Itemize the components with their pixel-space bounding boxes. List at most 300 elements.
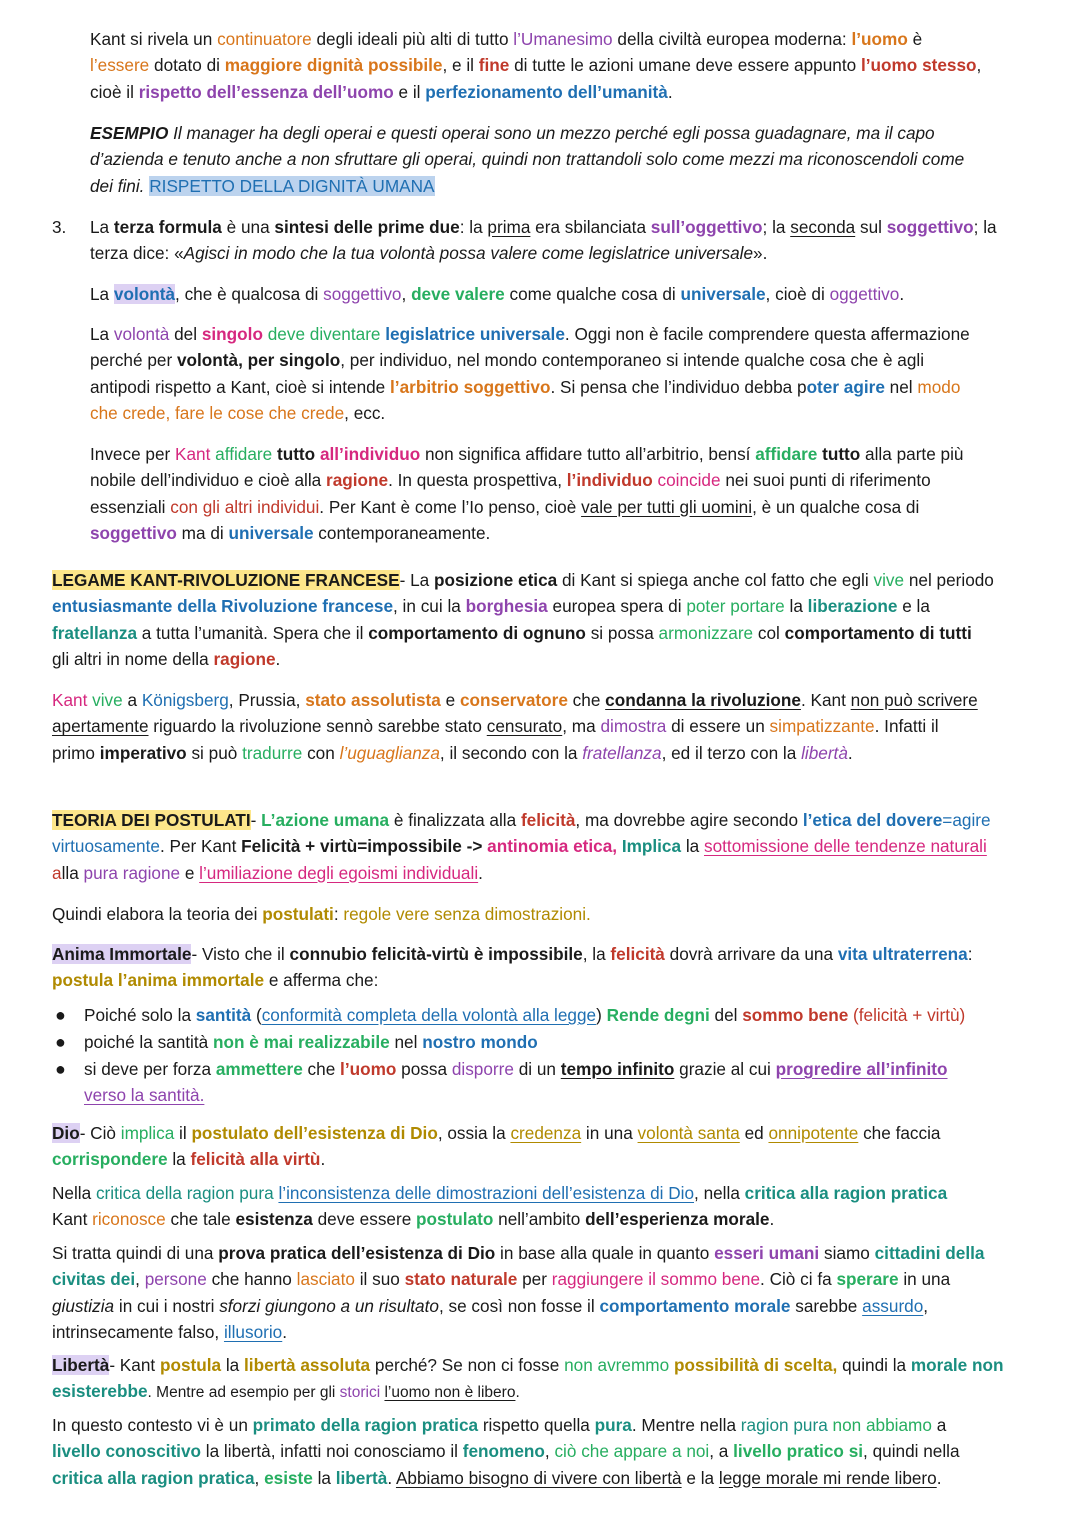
text: livello pratico si — [733, 1441, 864, 1462]
text: di essere un — [666, 716, 770, 737]
text: nel periodo — [904, 570, 994, 590]
text: assurdo — [862, 1295, 924, 1316]
text: la — [312, 1467, 336, 1488]
text: dell’esperienza morale — [585, 1209, 770, 1230]
text: L’azione umana — [261, 810, 390, 830]
text: sintesi delle prime due — [274, 217, 460, 237]
text: all’individuo — [319, 444, 421, 464]
text: nei suoi punti di riferimento — [720, 470, 931, 491]
paragraph-singolo — [90, 321, 1040, 426]
text: : la — [459, 217, 488, 237]
text: pura — [594, 1415, 632, 1435]
text: felicità — [610, 944, 665, 964]
text: del — [709, 1005, 743, 1025]
text: coincide — [657, 470, 721, 491]
text: libertà assoluta — [244, 1355, 371, 1375]
text: . — [847, 742, 853, 763]
paragraph-critica — [52, 1180, 1042, 1233]
text: . — [275, 648, 281, 669]
text: nostro mondo — [422, 1032, 538, 1052]
text: livello conoscitivo — [52, 1441, 201, 1462]
text: postula l’anima immortale — [52, 970, 265, 991]
text: Il manager ha degli operai e questi operai sono un mezzo perché egli possa guadagnare, ma il capo — [168, 123, 935, 143]
text: l’Umanesimo — [513, 29, 613, 49]
text: critica alla ragion pratica — [52, 1467, 255, 1488]
text: deve essere — [312, 1209, 417, 1230]
text: , — [923, 1295, 929, 1316]
text: antipodi rispetto a Kant, cioè si intende — [90, 376, 391, 397]
text: con gli altri individui — [170, 496, 320, 517]
text: felicità alla virtù — [190, 1149, 321, 1170]
text: d’azienda e tenuto anche a non sfruttare gli operai, quindi non trattandoli solo come mezzi ma riconoscendoli come — [90, 149, 965, 170]
text: apertamente — [52, 716, 149, 737]
text: borghesia — [465, 596, 548, 617]
text: libertà — [335, 1467, 388, 1488]
text: . Mentre ad esempio per gli — [147, 1384, 340, 1402]
text: . Kant — [800, 690, 851, 710]
section-heading: Dio — [52, 1123, 80, 1143]
text: ». — [753, 243, 768, 264]
text: ammettere — [215, 1059, 303, 1079]
text: ragione — [213, 648, 276, 669]
text: è finalizzata alla — [389, 810, 521, 830]
text: l’individuo — [566, 470, 653, 491]
text: sarebbe — [790, 1295, 863, 1316]
text: - Visto che il — [191, 944, 290, 964]
text: degli ideali più alti di tutto — [311, 29, 514, 49]
text: terza formula — [113, 217, 222, 237]
example-label: ESEMPIO — [90, 123, 169, 143]
text: Kant — [175, 444, 211, 464]
bullet-icon: ● — [55, 1005, 66, 1025]
text: vive — [873, 570, 905, 590]
text: e — [180, 862, 200, 883]
text: modo — [917, 376, 961, 397]
text: posizione etica — [433, 570, 558, 590]
text: storici — [339, 1384, 381, 1402]
text: , per individuo, nel mondo contemporaneo si intende qualche cosa che è agli — [340, 350, 925, 371]
text: , — [544, 1441, 555, 1462]
text: , e il — [442, 55, 479, 76]
text: , — [976, 55, 982, 76]
text: sul — [855, 217, 887, 237]
text: . — [478, 862, 483, 883]
text: critica alla ragion pratica — [744, 1183, 948, 1203]
text: la libertà, infatti noi conosciamo il — [201, 1441, 463, 1462]
text: universale — [228, 522, 314, 543]
text: stato assolutista — [305, 690, 441, 710]
text: ciò che appare a noi — [554, 1441, 710, 1462]
text: continuatore — [217, 29, 312, 49]
text: critica della ragion pura — [95, 1183, 274, 1203]
text: riconosce — [92, 1209, 166, 1230]
text: perché per — [90, 350, 177, 371]
text: prima — [487, 217, 531, 237]
paragraph-prova-pratica — [52, 1240, 1042, 1345]
text: implica — [120, 1123, 175, 1143]
text: , è un qualche cosa di — [752, 496, 920, 517]
text: . — [769, 1209, 775, 1230]
text: giustizia — [52, 1295, 115, 1316]
text: rispetto quella — [478, 1415, 595, 1435]
text: poter portare — [686, 596, 785, 617]
text: possa — [396, 1059, 452, 1079]
text: tutto — [822, 444, 861, 464]
text: nell’ambito — [493, 1209, 586, 1230]
text: . Per Kant — [159, 836, 242, 857]
text: disporre — [451, 1059, 514, 1079]
text: che — [567, 690, 606, 710]
text: , ma — [562, 716, 601, 737]
text: grazie al cui — [674, 1059, 776, 1079]
text: antinomia etica, — [487, 836, 618, 857]
text: ragion pura — [740, 1415, 828, 1435]
bullet-icon: ● — [55, 1032, 66, 1052]
text: dotato di — [149, 55, 225, 76]
text: fine — [478, 55, 510, 76]
text: in una — [898, 1269, 951, 1290]
text: Quindi elabora la teoria dei — [52, 904, 263, 924]
paragraph-esempio — [90, 120, 1040, 199]
text: tutto — [276, 444, 316, 464]
section-heading: TEORIA DEI POSTULATI — [52, 810, 251, 830]
text: soggettivo — [90, 522, 177, 543]
paragraph-rivoluzione — [52, 567, 1042, 672]
text: non avremmo — [564, 1355, 670, 1375]
text: , a — [709, 1441, 734, 1462]
text: non è mai realizzabile — [213, 1032, 390, 1052]
section-heading: LEGAME KANT-RIVOLUZIONE FRANCESE — [52, 570, 400, 590]
text: di un — [513, 1059, 561, 1079]
text: (felicità + virtù) — [853, 1005, 966, 1025]
text: oter agire — [806, 376, 885, 397]
text: sforzi giungono a un risultato — [219, 1295, 439, 1316]
text: volontà, per singolo — [176, 350, 341, 371]
text: Kant si rivela un — [90, 29, 218, 49]
text: l’essere — [90, 55, 150, 76]
text: simpatizzante — [769, 716, 875, 737]
text: di Kant si spiega anche col fatto che egli — [557, 570, 874, 590]
text: verso la santità. — [84, 1085, 205, 1106]
text: . In questa prospettiva, — [388, 470, 567, 491]
text: La — [90, 217, 114, 237]
text: . — [387, 1467, 396, 1488]
text: era sbilanciata — [530, 217, 651, 237]
paragraph-invece — [90, 441, 1040, 546]
text: soggettivo — [323, 284, 402, 304]
text: Kant — [52, 690, 88, 710]
text: cioè il — [90, 81, 139, 102]
text: primo — [52, 742, 100, 763]
text: e la — [897, 596, 930, 617]
text: europea spera di — [547, 596, 687, 617]
text: legge morale mi rende libero — [718, 1467, 937, 1488]
text: come qualche cosa di — [504, 284, 681, 304]
section-heading: Anima Immortale — [52, 944, 192, 964]
text: è — [907, 29, 923, 49]
text: della civiltà europea moderna: — [612, 29, 852, 49]
text: credenza — [510, 1123, 582, 1143]
text: la — [681, 836, 704, 857]
text: La — [90, 324, 114, 344]
text: col — [753, 622, 785, 643]
text: vita ultraterrena — [837, 944, 968, 964]
text: non abbiamo — [832, 1415, 932, 1435]
paragraph-postulati — [52, 807, 1042, 886]
text: , che è qualcosa di — [175, 284, 324, 304]
text: postulati — [262, 904, 334, 924]
text: Si tratta quindi di una — [52, 1243, 219, 1263]
text: . — [899, 284, 905, 304]
text: l’uomo stesso — [860, 55, 977, 76]
text: gli altri in nome della — [52, 648, 214, 669]
text: terza dice: « — [90, 243, 184, 264]
text: armonizzare — [658, 622, 754, 643]
text: stato naturale — [404, 1269, 518, 1290]
text: che — [302, 1059, 341, 1079]
text: l’uguaglianza — [339, 742, 440, 763]
list-item — [84, 1056, 1044, 1109]
text: volontà — [113, 324, 170, 344]
bullet-icon: ● — [55, 1059, 66, 1079]
text: l’uomo — [851, 29, 908, 49]
paragraph-terza-formula — [90, 214, 1040, 267]
text: cittadini della — [874, 1243, 985, 1263]
text: . Si pensa che l’individuo debba p — [550, 376, 807, 397]
text: liberazione — [807, 596, 898, 617]
text: tradurre — [242, 742, 303, 763]
text: santità — [195, 1005, 252, 1025]
text: e afferma che: — [264, 970, 379, 991]
text: postula — [159, 1355, 222, 1375]
text: civitas dei — [52, 1269, 136, 1290]
text: esiste — [264, 1467, 313, 1488]
text: illusorio — [223, 1321, 283, 1342]
text: intrinsecamente falso, — [52, 1321, 224, 1342]
text: Implica — [621, 836, 682, 857]
text: a tutta l’umanità. Spera che il — [137, 622, 369, 643]
text: il — [174, 1123, 192, 1143]
text: , cioè di — [765, 284, 830, 304]
text: l’umiliazione degli egoismi individuali — [199, 862, 479, 883]
text: prova pratica dell’esistenza di Dio — [218, 1243, 496, 1263]
text: si possa — [585, 622, 659, 643]
text: . Infatti il — [874, 716, 939, 737]
text: postulato dell’esistenza di Dio — [191, 1123, 438, 1143]
text: esistenza — [235, 1209, 313, 1230]
text: , se così non fosse il — [438, 1295, 600, 1316]
text: Poiché solo la — [84, 1005, 196, 1025]
text: volontà santa — [637, 1123, 740, 1143]
text: connubio felicità-virtù è impossibile — [289, 944, 583, 964]
text: con — [302, 742, 340, 763]
text: : — [333, 904, 344, 924]
text: conservatore — [459, 690, 568, 710]
text: . Oggi non è facile comprendere questa affermazione — [564, 324, 970, 344]
text: . — [282, 1321, 288, 1342]
section-heading: Libertà — [52, 1355, 110, 1375]
text: esisterebbe — [52, 1381, 148, 1402]
text: - — [250, 810, 262, 830]
text: e la — [681, 1467, 719, 1488]
text: ) — [596, 1005, 607, 1025]
list-number: 3. — [52, 217, 67, 237]
text: soggettivo — [886, 217, 974, 237]
text: e il — [393, 81, 426, 102]
list-item — [84, 1002, 1044, 1028]
text: quindi la — [837, 1355, 911, 1375]
text: La — [90, 284, 114, 304]
text: - Ciò — [79, 1123, 121, 1143]
text: lla — [61, 862, 84, 883]
text: l’uomo non è libero — [384, 1384, 516, 1402]
paragraph-anima — [52, 941, 1042, 994]
text: in base alla quale in quanto — [495, 1243, 715, 1263]
text: fenomeno — [462, 1441, 545, 1462]
text: - La — [399, 570, 434, 590]
text: che faccia — [858, 1123, 941, 1143]
text: non può scrivere — [850, 690, 978, 710]
text: , in cui la — [393, 596, 466, 617]
text: pura ragione — [83, 862, 181, 883]
text: Kant — [52, 1209, 93, 1230]
text: raggiungere il sommo bene — [551, 1269, 761, 1290]
text: Invece per — [90, 444, 176, 464]
text: , — [401, 284, 412, 304]
text: progredire all’infinito — [775, 1059, 948, 1079]
text: la — [167, 1149, 191, 1170]
paragraph-quindi — [52, 901, 1042, 927]
text: lasciato — [296, 1269, 355, 1290]
text: censurato — [486, 716, 563, 737]
paragraph-liberta — [52, 1352, 1042, 1407]
text: che crede, fare le cose che crede — [90, 402, 345, 423]
text: In questo contesto vi è un — [52, 1415, 253, 1435]
text: di tutte le azioni umane deve essere appunto — [509, 55, 861, 76]
text: affidare — [215, 444, 273, 464]
text: dovrà arrivare da una — [664, 944, 838, 964]
text: singolo — [201, 324, 263, 344]
text: riguardo la rivoluzione sennò sarebbe stato — [148, 716, 487, 737]
text: morale non — [910, 1355, 1004, 1375]
text: dei fini. — [90, 175, 145, 196]
text: , — [254, 1467, 265, 1488]
text: . Per Kant è come l’Io penso, cioè — [319, 496, 582, 517]
text: non significa affidare tutto all’arbitrio, bensí — [420, 444, 756, 464]
text: . Ciò ci fa — [760, 1269, 837, 1290]
text: esseri umani — [714, 1243, 820, 1263]
text: perché? Se non ci fosse — [370, 1355, 565, 1375]
text: . — [320, 1149, 326, 1170]
text: ; la — [973, 217, 997, 237]
text: perfezionamento dell’umanità — [425, 81, 668, 102]
text: onnipotente — [768, 1123, 859, 1143]
text: la — [784, 596, 808, 617]
text: entusiasmante della Rivoluzione francese — [52, 596, 393, 617]
text: Abbiamo bisogno di vivere con libertà — [395, 1467, 682, 1488]
text: alla parte più — [860, 444, 964, 464]
text: comportamento di ognuno — [368, 622, 586, 643]
text: ed — [739, 1123, 769, 1143]
text: sommo bene — [742, 1005, 849, 1025]
text: regole vere senza dimostrazioni. — [343, 904, 591, 924]
text: possibilità di scelta, — [673, 1355, 838, 1375]
text: postulato — [416, 1209, 494, 1230]
text: , il secondo con la — [439, 742, 583, 763]
text: a — [931, 1415, 947, 1435]
text: del — [169, 324, 202, 344]
text: che hanno — [206, 1269, 297, 1290]
text: che tale — [165, 1209, 236, 1230]
text: Königsberg — [141, 690, 229, 710]
text: : — [967, 944, 973, 964]
text: comportamento morale — [599, 1295, 791, 1316]
text: deve diventare — [267, 324, 381, 344]
text: libertà — [801, 742, 848, 763]
text: Felicità + virtù=impossibile -> — [241, 836, 483, 857]
text: si deve per forza — [84, 1059, 216, 1079]
text: poiché la santità — [84, 1032, 213, 1052]
text: , la — [582, 944, 611, 964]
text: dimostra — [600, 716, 667, 737]
text: sull’oggettivo — [650, 217, 763, 237]
text: siamo — [819, 1243, 875, 1263]
highlight: RISPETTO DELLA DIGNITÀ UMANA — [149, 175, 435, 196]
paragraph-volonta — [90, 281, 1040, 307]
text: ; la — [762, 217, 791, 237]
text: persone — [144, 1269, 207, 1290]
text: l’inconsistenza delle dimostrazioni dell’esistenza di Dio — [278, 1183, 695, 1203]
text: felicità — [520, 810, 576, 830]
text: , Prussia, — [228, 690, 306, 710]
text: maggiore dignità possibile — [224, 55, 443, 76]
text: ( — [251, 1005, 262, 1025]
text: legislatrice universale — [385, 324, 565, 344]
text: contemporaneamente. — [313, 522, 491, 543]
text: ragione — [326, 470, 389, 491]
text: a — [122, 690, 142, 710]
text: . Mentre nella — [631, 1415, 741, 1435]
text: e — [440, 690, 460, 710]
text: . — [515, 1384, 520, 1402]
text: , ed il terzo con la — [661, 742, 802, 763]
text: nel — [389, 1032, 423, 1052]
text: nel — [884, 376, 918, 397]
text: si può — [186, 742, 243, 763]
text: , quindi nella — [863, 1441, 960, 1462]
text: Rende degni — [606, 1005, 710, 1025]
text: l’etica del dovere — [802, 810, 943, 830]
text: sperare — [836, 1269, 899, 1290]
paragraph-umanesimo — [90, 26, 1040, 105]
highlight: volontà — [113, 284, 176, 304]
text: imperativo — [99, 742, 187, 763]
paragraph-primato — [52, 1412, 1042, 1491]
text: sottomissione delle tendenze naturali — [704, 836, 987, 857]
text: , ma dovrebbe agire secondo — [575, 810, 803, 830]
text: in una — [581, 1123, 638, 1143]
text: vive — [92, 690, 123, 710]
text: tempo infinito — [560, 1059, 675, 1079]
text: . — [936, 1467, 942, 1488]
text: , ossia la — [437, 1123, 511, 1143]
text: seconda — [790, 217, 856, 237]
text: universale — [680, 284, 766, 304]
text: l’uomo — [340, 1059, 397, 1079]
text: nobile dell’individuo e cioè alla — [90, 470, 327, 491]
text: virtuosamente — [52, 836, 160, 857]
text: deve valere — [411, 284, 505, 304]
